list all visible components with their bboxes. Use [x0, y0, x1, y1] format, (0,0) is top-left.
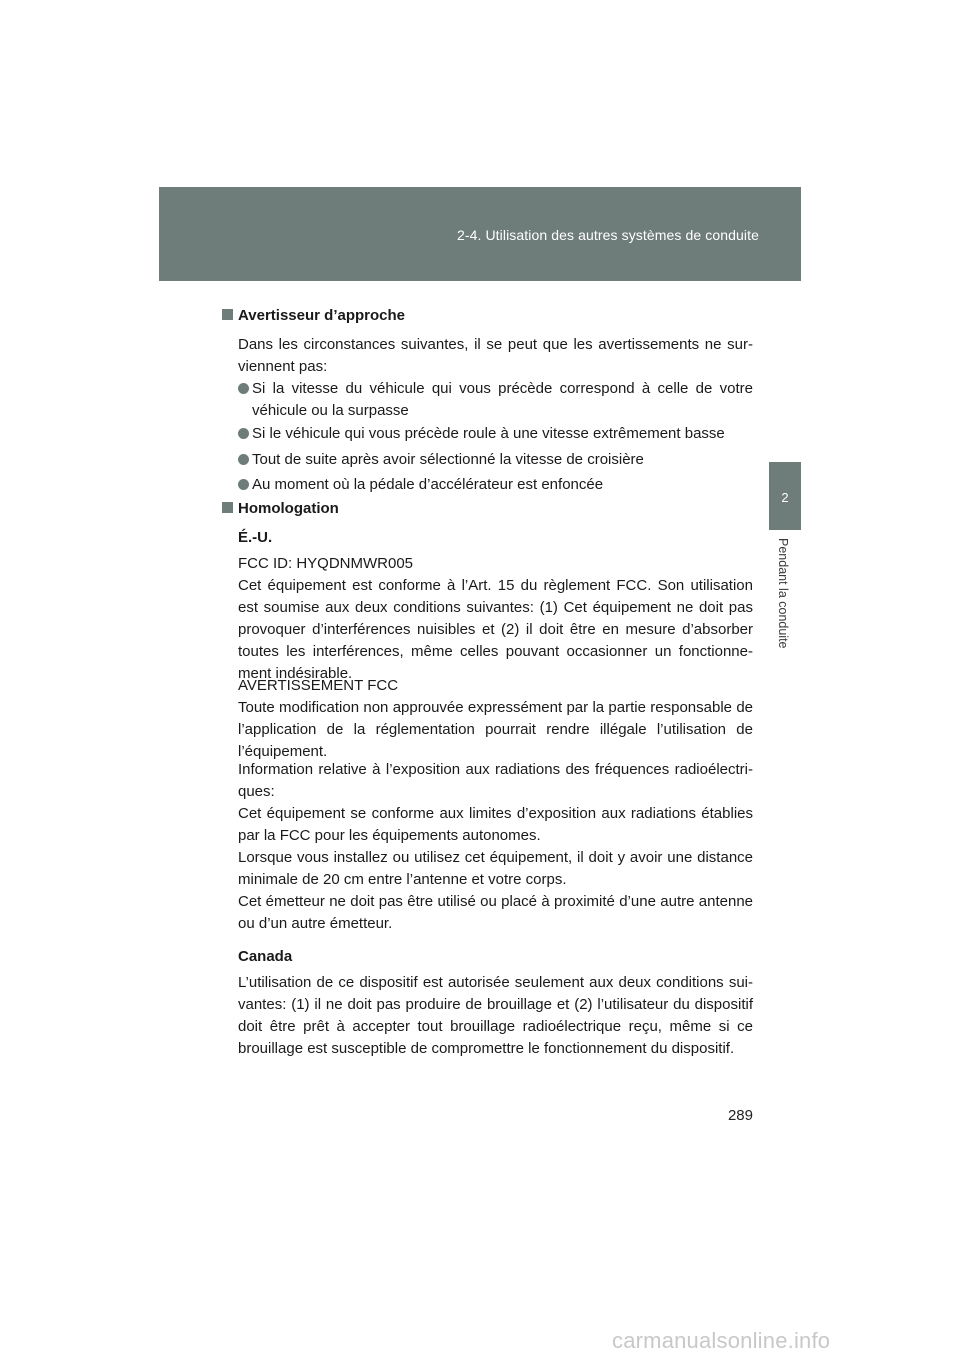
- radiation-paragraph: Cet émetteur ne doit pas être utilisé ou placé à proximité d’une autre antenne ou d’un autre émetteur.: [238, 893, 753, 932]
- radiation-paragraph: Cet équipement se conforme aux limites d’exposition aux radiations établies par la FCC pour les équipements autonomes.: [238, 805, 753, 844]
- circle-bullet-icon: [238, 479, 249, 490]
- fcc-block: [238, 553, 753, 685]
- chapter-tab: [769, 462, 801, 530]
- fcc-compliance-text: Cet équipement est conforme à l’Art. 15 du règlement FCC. Son utilisation est soumise aux deux conditions suivantes: (1) Cet équipement ne doit pas provoquer d’interférences nuisibles et (2) il doit être en mesure d’absorber toutes les interférences, même celles pouvant occasionner un fonctionne-ment indésirable.: [238, 577, 753, 682]
- radiation-paragraph: Lorsque vous installez ou utilisez cet équipement, il doit y avoir une distance minimale de 20 cm entre l’antenne et votre corps.: [238, 849, 753, 888]
- list-item: Au moment où la pédale d’accélérateur est enfoncée: [238, 474, 753, 496]
- fcc-warning-text: Toute modification non approuvée expressément par la partie responsable de l’application de la réglementation pourrait rendre illégale l’utilisation de l’équipement.: [238, 699, 753, 760]
- list-item: Tout de suite après avoir sélectionné la vitesse de croisière: [238, 449, 753, 471]
- list-item: Si le véhicule qui vous précède roule à une vitesse extrêmement basse: [238, 423, 753, 445]
- radiation-title: Information relative à l’exposition aux radiations des fréquences radioélectri-ques:: [238, 761, 753, 800]
- radiation-block: [238, 759, 753, 935]
- square-bullet-icon: [222, 502, 233, 513]
- page-number: 289: [727, 1107, 753, 1124]
- fcc-warning-title: AVERTISSEMENT FCC: [238, 677, 399, 694]
- list-item: Si la vitesse du véhicule qui vous précède correspond à celle de votre véhicule ou la surpasse: [238, 378, 753, 422]
- heading-approach-warning: Avertisseur d’approche: [222, 307, 405, 324]
- section-header-bar: [159, 187, 801, 281]
- chapter-number: 2: [781, 490, 789, 505]
- section-title: 2-4. Utilisation des autres systèmes de conduite: [456, 227, 759, 243]
- circle-bullet-icon: [238, 383, 249, 394]
- approach-intro: Dans les circonstances suivantes, il se peut que les avertissements ne sur-viennent pas:: [238, 336, 753, 375]
- fcc-warning-block: [238, 675, 753, 763]
- circle-bullet-icon: [238, 428, 249, 439]
- square-bullet-icon: [222, 309, 233, 320]
- watermark: carmanualsonline.info: [612, 1328, 831, 1353]
- heading-homologation: Homologation: [222, 500, 339, 517]
- canada-text: L’utilisation de ce dispositif est autorisée seulement aux deux conditions sui-vantes: (1) il ne doit pas produire de brouillage et (2) l’utilisateur du dispositif doit être prêt à accepter tout brouillage radioélectrique reçu, même si ce brouillage est susceptible de compromettre le fonctionnement du dispositif.: [238, 974, 753, 1057]
- chapter-label: Pendant la conduite: [776, 538, 790, 649]
- usa-subheading: É.-U.: [238, 529, 273, 546]
- circle-bullet-icon: [238, 454, 249, 465]
- fcc-id: FCC ID: HYQDNMWR005: [238, 555, 414, 572]
- canada-subheading: Canada: [238, 948, 293, 965]
